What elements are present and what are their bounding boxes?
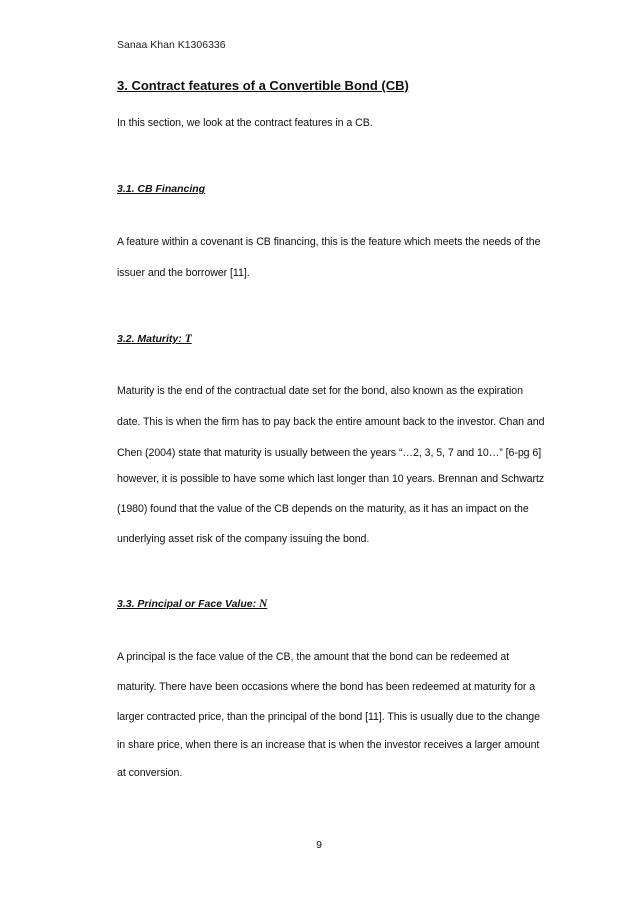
- section-title: 3. Contract features of a Convertible Bond (CB): [117, 78, 409, 93]
- paragraph-line: Maturity is the end of the contractual date set for the bond, also known as the expiration: [117, 385, 523, 397]
- paragraph-line: (1980) found that the value of the CB depends on the maturity, as it has an impact on the: [117, 503, 529, 515]
- paragraph-line: A feature within a covenant is CB financing, this is the feature which meets the needs of the: [117, 236, 541, 248]
- header-author: Sanaa Khan K1306336: [117, 39, 226, 51]
- paragraph-line: date. This is when the firm has to pay back the entire amount back to the investor. Chan and: [117, 416, 545, 428]
- paragraph-line: Chen (2004) state that maturity is usually between the years “…2, 3, 5, 7 and 10…” [6-pg 6]: [117, 447, 542, 459]
- heading-symbol: T: [184, 333, 192, 345]
- paragraph-line: at conversion.: [117, 767, 183, 779]
- paragraph-line: A principal is the face value of the CB, the amount that the bond can be redeemed at: [117, 651, 510, 663]
- page-number: 9: [316, 839, 322, 851]
- paragraph-line: maturity. There have been occasions where the bond has been redeemed at maturity for a: [117, 681, 536, 693]
- heading-symbol: N: [259, 598, 268, 610]
- subsection-heading-cb-financing: 3.1. CB Financing: [117, 183, 206, 195]
- paragraph-line: larger contracted price, than the principal of the bond [11]. This is usually due to the change: [117, 711, 540, 723]
- section-intro: In this section, we look at the contract features in a CB.: [117, 117, 373, 129]
- subsection-heading-maturity: [117, 333, 192, 345]
- paragraph-line: issuer and the borrower [11].: [117, 267, 250, 279]
- paragraph-line: however, it is possible to have some which last longer than 10 years. Brennan and Schwartz: [117, 473, 545, 485]
- paragraph-line: in share price, when there is an increase that is when the investor receives a larger amount: [117, 739, 540, 751]
- heading-text: 3.2. Maturity:: [117, 333, 185, 345]
- paragraph-line: underlying asset risk of the company issuing the bond.: [117, 533, 370, 545]
- heading-text: 3.3. Principal or Face Value:: [117, 598, 260, 610]
- subsection-heading-principal: [117, 598, 267, 610]
